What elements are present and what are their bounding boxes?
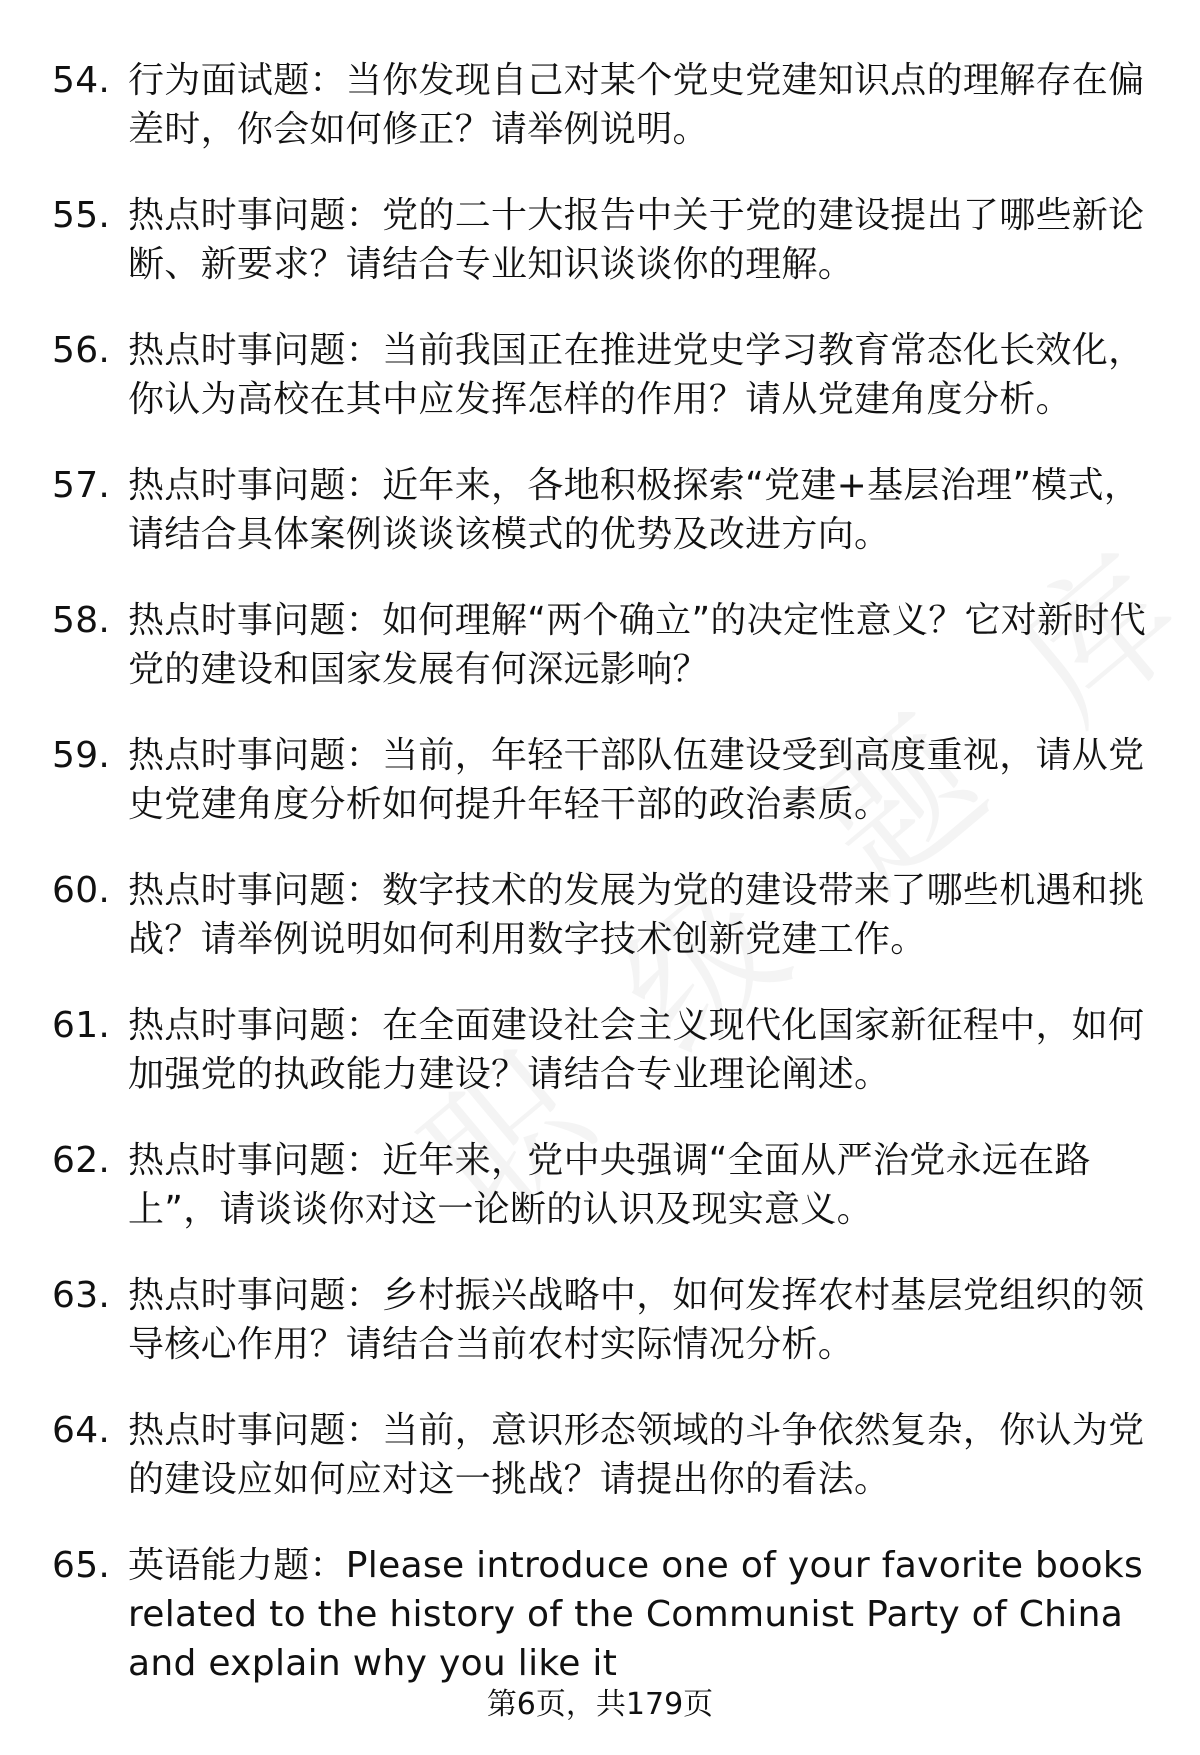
question-text: 热点时事问题：在全面建设社会主义现代化国家新征程中，如何加强党的执政能力建设？请结合专业理论阐述。 (128, 1005, 1145, 1095)
question-item (52, 1406, 1152, 1504)
question-number: 62. (52, 1140, 111, 1181)
question-text: 热点时事问题：当前我国正在推进党史学习教育常态化长效化，你认为高校在其中应发挥怎样的作用？请从党建角度分析。 (128, 330, 1145, 420)
question-item (52, 191, 1152, 289)
question-item (52, 1001, 1152, 1099)
question-list (52, 56, 1152, 1725)
question-item (52, 326, 1152, 424)
question-text: 热点时事问题：党的二十大报告中关于党的建设提出了哪些新论断、新要求？请结合专业知识谈谈你的理解。 (128, 195, 1145, 285)
question-number: 54. (52, 60, 111, 101)
question-item (52, 1136, 1152, 1234)
question-item (52, 866, 1152, 964)
question-text: 热点时事问题：乡村振兴战略中，如何发挥农村基层党组织的领导核心作用？请结合当前农村实际情况分析。 (128, 1275, 1145, 1365)
question-number: 57. (52, 465, 111, 506)
question-item (52, 731, 1152, 829)
question-text: 行为面试题：当你发现自己对某个党史党建知识点的理解存在偏差时，你会如何修正？请举例说明。 (128, 60, 1145, 150)
question-text: 热点时事问题：当前，意识形态领域的斗争依然复杂，你认为党的建设应如何应对这一挑战？请提出你的看法。 (128, 1410, 1145, 1500)
question-item (52, 1541, 1152, 1688)
question-item (52, 461, 1152, 559)
question-text: 热点时事问题：近年来，各地积极探索“党建+基层治理”模式，请结合具体案例谈谈该模式的优势及改进方向。 (128, 465, 1141, 555)
question-number: 56. (52, 330, 111, 371)
question-text: 热点时事问题：当前，年轻干部队伍建设受到高度重视，请从党史党建角度分析如何提升年轻干部的政治素质。 (128, 735, 1145, 825)
question-number: 60. (52, 870, 111, 911)
question-item (52, 56, 1152, 154)
question-text: 热点时事问题：近年来，党中央强调“全面从严治党永远在路上”，请谈谈你对这一论断的认识及现实意义。 (128, 1140, 1091, 1230)
question-number: 55. (52, 195, 111, 236)
question-number: 65. (52, 1545, 111, 1586)
page-number-footer: 第6页，共179页 (486, 1687, 714, 1722)
question-number: 58. (52, 600, 111, 641)
question-number: 61. (52, 1005, 111, 1046)
question-number: 59. (52, 735, 111, 776)
question-text: 英语能力题：Please introduce one of your favorite books related to the history of the Communist Party of China and explain why you like it (128, 1545, 1144, 1684)
question-item (52, 1271, 1152, 1369)
question-number: 63. (52, 1275, 111, 1316)
question-number: 64. (52, 1410, 111, 1451)
question-text: 热点时事问题：如何理解“两个确立”的决定性意义？它对新时代党的建设和国家发展有何深远影响？ (128, 600, 1147, 690)
question-item (52, 596, 1152, 694)
question-text: 热点时事问题：数字技术的发展为党的建设带来了哪些机遇和挑战？请举例说明如何利用数字技术创新党建工作。 (128, 870, 1145, 960)
